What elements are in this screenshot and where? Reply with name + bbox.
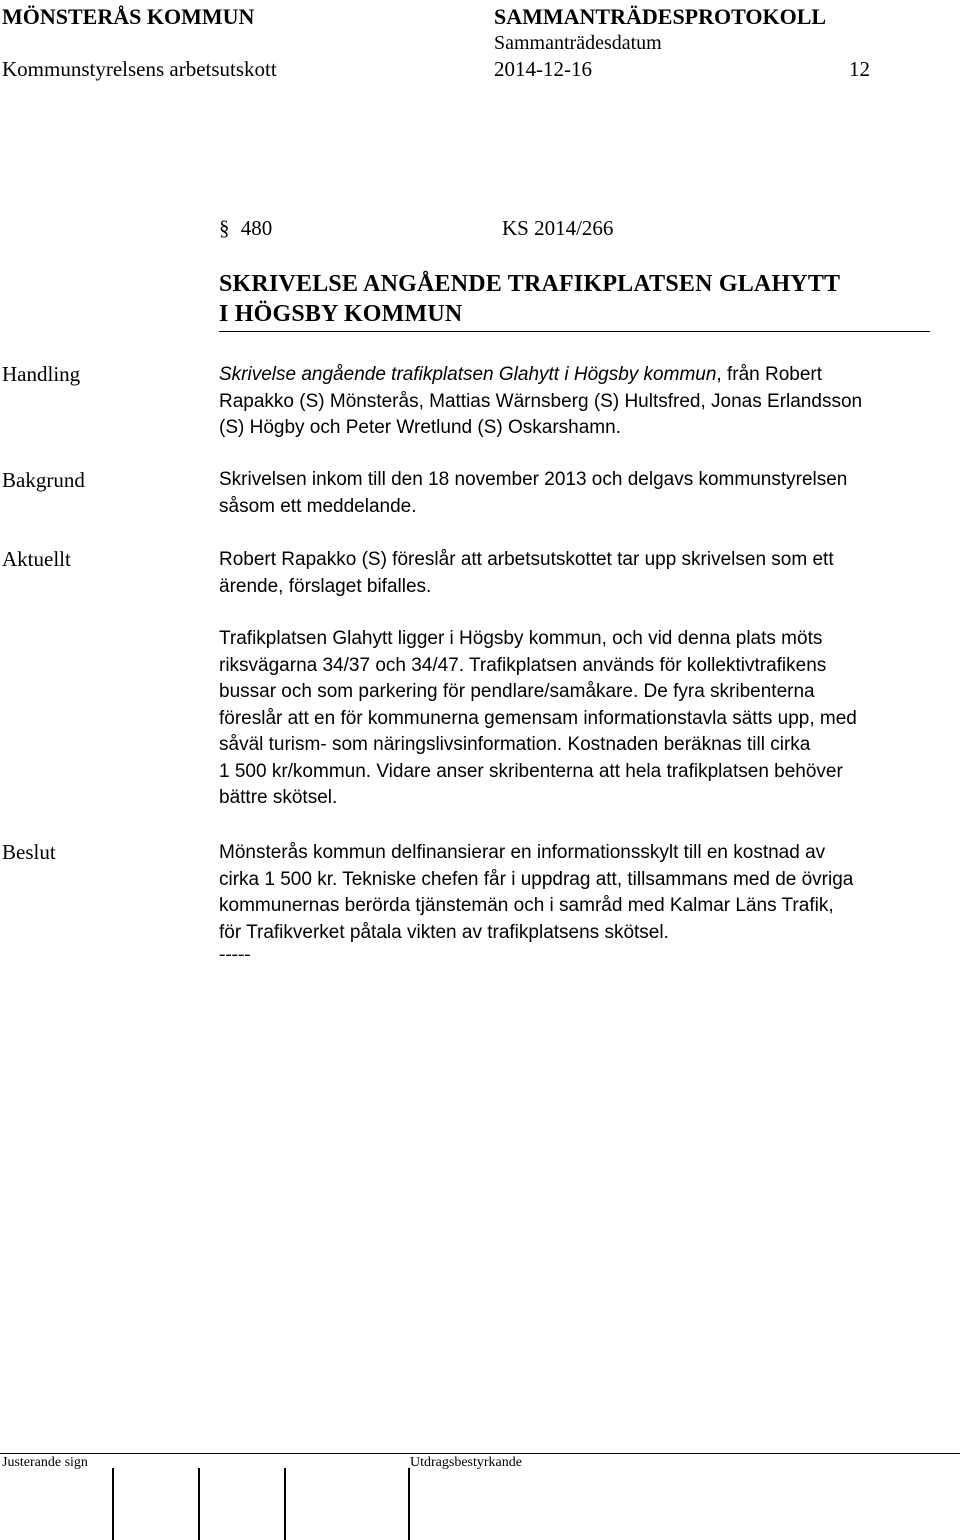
municipality-name: MÖNSTERÅS KOMMUN bbox=[2, 4, 255, 29]
end-marker: ----- bbox=[219, 944, 251, 965]
meeting-date: 2014-12-16 bbox=[494, 57, 592, 81]
label-beslut: Beslut bbox=[2, 840, 56, 864]
committee-name: Kommunstyrelsens arbetsutskott bbox=[2, 57, 277, 81]
aktuellt-p2-line: bussar och som parkering för pendlare/samåkare. De fyra skribenterna bbox=[219, 681, 815, 702]
aktuellt-paragraph-2 bbox=[219, 626, 939, 812]
aktuellt-p2-line: såväl turism- som näringslivsinformation. Kostnaden beräknas till cirka bbox=[219, 734, 811, 755]
handling-line2: Rapakko (S) Mönsterås, Mattias Wärnsberg (S) Hultsfred, Jonas Erlandsson bbox=[219, 390, 863, 412]
aktuellt-p2-line: riksvägarna 34/37 och 34/47. Trafikplatsen används för kollektivtrafikens bbox=[219, 654, 827, 676]
beslut-line: för Trafikverket påtala vikten av trafikplatsens skötsel. bbox=[219, 921, 669, 943]
signature-box-divider bbox=[284, 1468, 286, 1540]
handling-line3: (S) Högby och Peter Wretlund (S) Oskarshamn. bbox=[219, 417, 621, 438]
label-aktuellt: Aktuellt bbox=[2, 547, 71, 571]
label-handling: Handling bbox=[2, 362, 81, 386]
beslut-line: kommunernas berörda tjänstemän och i samråd med Kalmar Läns Trafik, bbox=[219, 895, 834, 916]
aktuellt-p2-line: 1 500 kr/kommun. Vidare anser skribenterna att hela trafikplatsen behöver bbox=[219, 760, 843, 782]
aktuellt-p2-line: föreslår att en för kommunerna gemensam informationstavla sätts upp, med bbox=[219, 707, 857, 729]
bakgrund-line1: Skrivelsen inkom till den 18 november 2013 och delgavs kommunstyrelsen bbox=[219, 469, 848, 490]
footer-extract-label: Utdragsbestyrkande bbox=[410, 1455, 522, 1470]
section-heading bbox=[219, 216, 272, 241]
aktuellt-paragraph-1 bbox=[219, 547, 939, 600]
handling-line1 bbox=[219, 362, 939, 389]
handling-document-title: Skrivelse angående trafikplatsen Glahytt i Högsby kommun bbox=[219, 364, 717, 385]
case-number: KS 2014/266 bbox=[502, 216, 614, 240]
handling-section bbox=[219, 362, 939, 442]
bakgrund-line2: såsom ett meddelande. bbox=[219, 495, 417, 517]
beslut-line: Mönsterås kommun delfinansierar en informationsskylt till en kostnad av bbox=[219, 842, 826, 863]
signature-box-divider bbox=[112, 1468, 114, 1540]
meeting-date-label: Sammanträdesdatum bbox=[494, 32, 662, 54]
signature-box-divider bbox=[198, 1468, 200, 1540]
beslut-line: cirka 1 500 kr. Tekniske chefen får i uppdrag att, tillsammans med de övriga bbox=[219, 868, 854, 890]
handling-line1-rest: , från Robert bbox=[716, 364, 823, 385]
aktuellt-p1-line2: ärende, förslaget bifalles. bbox=[219, 575, 432, 597]
footer-rule bbox=[0, 1453, 960, 1454]
bakgrund-section bbox=[219, 467, 939, 520]
aktuellt-p1-line1: Robert Rapakko (S) föreslår att arbetsutskottet tar upp skrivelsen som ett bbox=[219, 549, 834, 570]
section-number: 480 bbox=[240, 216, 273, 240]
aktuellt-p2-line: bättre skötsel. bbox=[219, 787, 338, 808]
title-rule bbox=[219, 331, 930, 332]
aktuellt-p2-line: Trafikplatsen Glahytt ligger i Högsby kommun, och vid denna plats möts bbox=[219, 628, 823, 649]
signature-box-divider bbox=[408, 1468, 410, 1540]
footer-sign-label: Justerande sign bbox=[2, 1455, 88, 1470]
page-number: 12 bbox=[849, 57, 870, 81]
label-bakgrund: Bakgrund bbox=[2, 468, 85, 492]
item-title-line1: SKRIVELSE ANGÅENDE TRAFIKPLATSEN GLAHYTT bbox=[219, 271, 841, 297]
beslut-section bbox=[219, 840, 939, 946]
item-title-line2: I HÖGSBY KOMMUN bbox=[219, 301, 463, 327]
document-type: SAMMANTRÄDESPROTOKOLL bbox=[494, 4, 827, 29]
section-symbol: § bbox=[219, 216, 230, 240]
